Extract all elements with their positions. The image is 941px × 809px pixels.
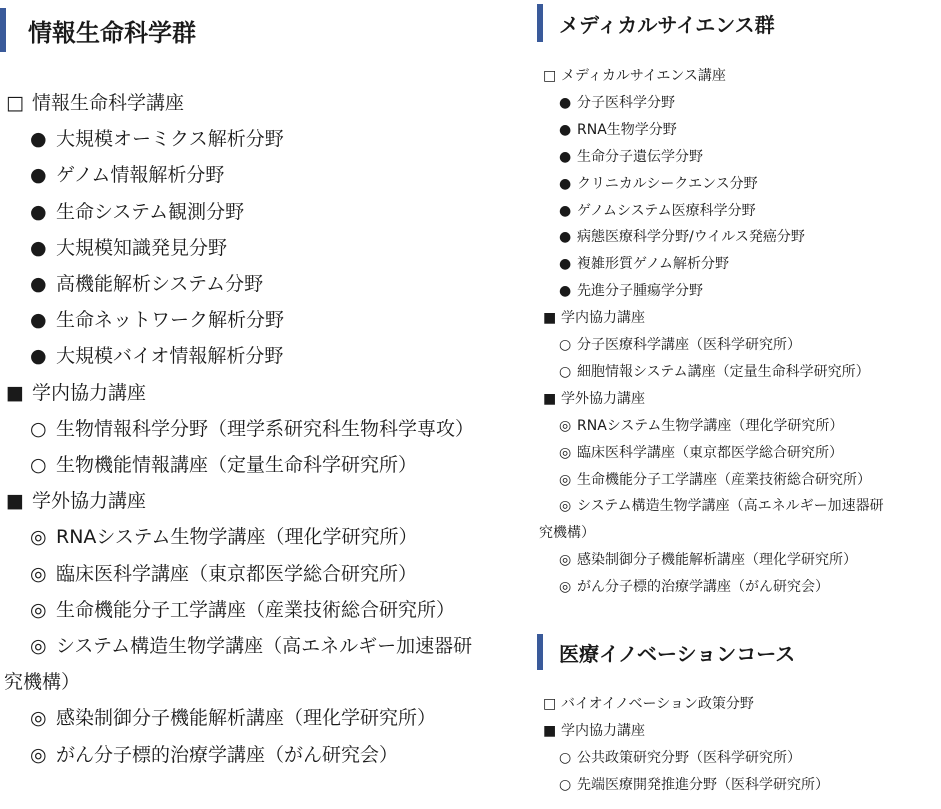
list-item — [543, 693, 754, 713]
bullet-marker: ● — [30, 200, 47, 223]
item-label: がん分子標的治療学講座（がん研究会） — [56, 743, 399, 766]
bullet-marker: ◎ — [559, 444, 572, 461]
list-item — [559, 334, 801, 354]
bullet-marker: □ — [543, 68, 557, 84]
bullet-marker: ● — [30, 128, 47, 151]
item-label: 生物機能情報講座（定量生命科学研究所） — [56, 454, 418, 476]
item-label: 生命機能分子工学講座（産業技術総合研究所） — [577, 471, 871, 488]
item-label: 生命機能分子工学講座（産業技術総合研究所） — [56, 598, 456, 621]
item-label: 細胞情報システム講座（定量生命科学研究所） — [577, 363, 870, 380]
list-item — [559, 280, 703, 300]
bullet-marker: ◎ — [30, 743, 47, 766]
item-label: システム構造生物学講座（高エネルギー加速器研 — [56, 635, 473, 657]
list-item — [30, 414, 474, 441]
section-heading — [537, 634, 795, 670]
bullet-marker: ◎ — [30, 526, 47, 549]
list-item — [559, 469, 871, 489]
bullet-marker: ● — [559, 256, 572, 273]
list-item — [559, 92, 675, 112]
item-label: 公共政策研究分野（医科学研究所） — [577, 750, 801, 766]
section-heading — [0, 8, 196, 52]
list-item — [30, 631, 472, 658]
item-label: 先端医療開発推進分野（医科学研究所） — [577, 777, 829, 793]
list-item — [559, 146, 703, 166]
bullet-marker: ● — [559, 202, 572, 219]
item-label: 臨床医科学講座（東京都医学総合研究所） — [56, 562, 418, 585]
list-item — [559, 253, 729, 273]
item-label: 生命ネットワーク解析分野 — [56, 309, 285, 332]
item-label: 学内協力講座 — [32, 381, 147, 404]
item-label: RNAシステム生物学講座（理化学研究所） — [577, 417, 844, 434]
list-item — [543, 388, 645, 408]
list-item — [559, 774, 829, 794]
bullet-marker: ● — [559, 283, 572, 300]
list-item — [30, 559, 417, 586]
bullet-marker: ◎ — [30, 562, 47, 585]
list-item — [6, 88, 184, 115]
bullet-marker: ■ — [543, 723, 557, 739]
list-item — [6, 486, 146, 513]
bullet-marker: ● — [30, 345, 47, 368]
list-item — [30, 269, 263, 296]
list-item — [559, 361, 870, 381]
list-item — [559, 747, 801, 767]
bullet-marker: □ — [543, 696, 557, 712]
item-label: 生物情報科学分野（理学系研究科生物科学専攻） — [56, 417, 475, 440]
bullet-marker: ◎ — [559, 498, 572, 515]
list-item — [30, 305, 284, 332]
bullet-marker: □ — [6, 92, 24, 114]
list-item — [30, 450, 417, 477]
item-label: 学外協力講座 — [561, 390, 645, 407]
bullet-marker: ◎ — [30, 635, 47, 657]
bullet-marker: ● — [30, 236, 47, 259]
item-label: 究機構） — [539, 525, 595, 542]
section-heading — [537, 4, 775, 42]
item-label: 生命システム観測分野 — [56, 200, 245, 223]
item-label: 感染制御分子機能解析講座（理化学研究所） — [577, 552, 857, 569]
item-label: RNAシステム生物学講座（理化学研究所） — [56, 526, 418, 549]
item-label: ゲノムシステム医療科学分野 — [577, 202, 756, 219]
heading-accent-bar — [537, 634, 543, 670]
bullet-marker: ● — [559, 94, 572, 111]
list-item — [30, 197, 244, 224]
bullet-marker: ● — [559, 229, 572, 246]
bullet-marker: ◎ — [30, 707, 47, 730]
list-item — [30, 740, 398, 767]
bullet-marker: ◎ — [30, 598, 47, 621]
list-item — [30, 703, 436, 730]
item-label: 生命分子遺伝学分野 — [577, 148, 703, 165]
section-title: 医療イノベーションコース — [559, 641, 796, 666]
item-label: 分子医療科学講座（医科学研究所） — [577, 337, 801, 353]
list-item — [559, 119, 677, 139]
item-label: 病態医療科学分野/ウイルス発癌分野 — [577, 229, 805, 246]
item-label: 大規模バイオ情報解析分野 — [56, 345, 284, 368]
bullet-marker: ● — [559, 148, 572, 165]
list-item — [30, 233, 227, 260]
item-label: 大規模知識発見分野 — [56, 236, 228, 259]
item-label: 高機能解析システム分野 — [56, 273, 264, 295]
list-item — [6, 378, 146, 405]
list-item — [30, 124, 284, 151]
item-label: 究機構） — [4, 671, 81, 694]
bullet-marker: ○ — [559, 337, 572, 353]
item-label: 複雑形質ゲノム解析分野 — [577, 256, 730, 273]
bullet-marker: ■ — [543, 390, 557, 407]
list-item — [559, 173, 758, 193]
item-label: 臨床医科学講座（東京都医学総合研究所） — [577, 444, 843, 461]
item-label: クリニカルシークエンス分野 — [577, 175, 758, 192]
list-item — [559, 415, 843, 435]
bullet-marker: ○ — [559, 363, 572, 380]
bullet-marker: ○ — [559, 777, 572, 793]
item-label: RNA生物学分野 — [577, 121, 677, 138]
bullet-marker: ○ — [30, 454, 47, 476]
item-label: がん分子標的治療学講座（がん研究会） — [577, 579, 829, 596]
item-label: 学内協力講座 — [561, 310, 645, 327]
heading-accent-bar — [537, 4, 543, 42]
item-label: 情報生命科学講座 — [32, 92, 185, 114]
bullet-marker: ■ — [6, 381, 24, 404]
heading-accent-bar — [0, 8, 6, 52]
item-label: 感染制御分子機能解析講座（理化学研究所） — [56, 707, 437, 730]
section-title: 情報生命科学群 — [28, 18, 196, 47]
list-item — [559, 549, 857, 569]
bullet-marker: ■ — [6, 490, 24, 513]
bullet-marker: ● — [30, 309, 47, 332]
bullet-marker: ◎ — [559, 579, 572, 596]
item-label: 大規模オーミクス解析分野 — [56, 128, 284, 151]
list-item — [559, 200, 756, 220]
list-item — [4, 667, 80, 694]
bullet-marker: ■ — [543, 310, 557, 327]
item-label: 学外協力講座 — [32, 490, 147, 513]
list-item — [30, 522, 418, 549]
item-label: バイオイノベーション政策分野 — [561, 696, 754, 712]
bullet-marker: ◎ — [559, 552, 572, 569]
list-item — [543, 65, 726, 85]
item-label: 学内協力講座 — [561, 723, 645, 739]
list-item — [543, 720, 645, 740]
list-item — [559, 442, 843, 462]
list-item — [539, 522, 595, 542]
item-label: メディカルサイエンス講座 — [561, 68, 726, 84]
list-item — [30, 595, 455, 622]
list-item — [559, 576, 829, 596]
list-item — [559, 495, 884, 515]
item-label: システム構造生物学講座（高エネルギー加速器研 — [577, 498, 884, 515]
bullet-marker: ○ — [559, 750, 572, 766]
bullet-marker: ● — [30, 164, 47, 187]
list-item — [30, 160, 224, 187]
bullet-marker: ◎ — [559, 417, 572, 434]
item-label: 先進分子腫瘍学分野 — [577, 283, 703, 300]
bullet-marker: ○ — [30, 417, 47, 440]
bullet-marker: ◎ — [559, 471, 572, 488]
list-item — [543, 307, 645, 327]
section-title: メディカルサイエンス群 — [559, 12, 775, 37]
bullet-marker: ● — [30, 273, 47, 295]
item-label: 分子医科学分野 — [577, 94, 675, 111]
bullet-marker: ● — [559, 121, 572, 138]
list-item — [559, 226, 805, 246]
list-item — [30, 341, 283, 368]
bullet-marker: ● — [559, 175, 572, 192]
item-label: ゲノム情報解析分野 — [56, 164, 225, 187]
